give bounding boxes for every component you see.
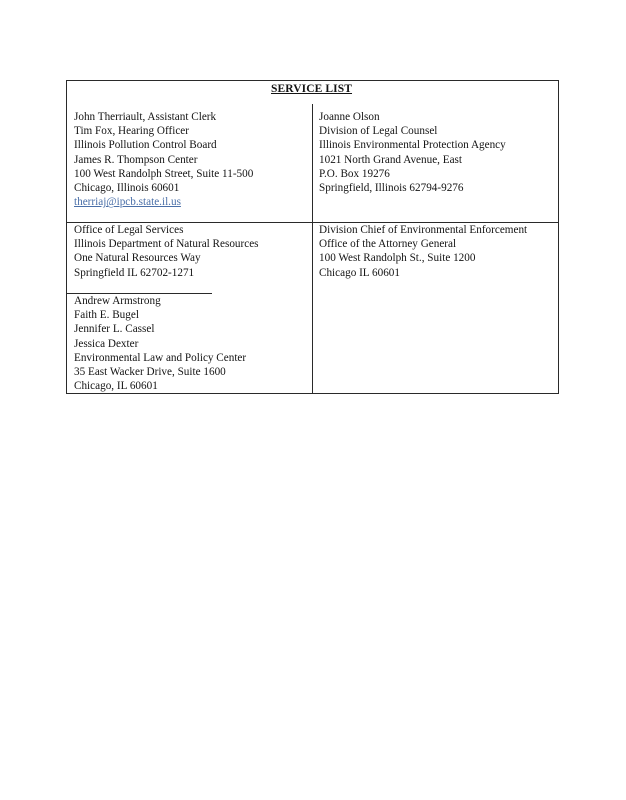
address-line: Chicago, IL 60601	[74, 380, 158, 393]
address-line: John Therriault, Assistant Clerk	[74, 111, 217, 123]
recipient-block-environmental-law-policy-center	[74, 294, 246, 393]
address-line: Chicago, Illinois 60601	[74, 182, 180, 195]
address-line: One Natural Resources Way	[74, 252, 201, 265]
address-line: P.O. Box 19276	[319, 167, 390, 180]
recipient-block-environmental-protection-agency	[319, 110, 506, 195]
recipient-block-pollution-control-board	[74, 110, 253, 209]
table-top-border	[66, 80, 559, 81]
recipient-block-attorney-general	[319, 223, 527, 280]
address-line: James R. Thompson Center	[74, 153, 198, 166]
address-line: 35 East Wacker Drive, Suite 1600	[74, 366, 226, 379]
address-line: Illinois Department of Natural Resources	[74, 238, 259, 251]
table-left-border	[66, 80, 67, 394]
address-line: 1021 North Grand Avenue, East	[319, 153, 463, 166]
address-line: Joanne Olson	[319, 111, 380, 123]
address-line: Springfield, Illinois 62794-9276	[319, 182, 464, 195]
address-line: Office of the Attorney General	[319, 238, 457, 251]
address-line: 100 West Randolph Street, Suite 11-500	[74, 167, 254, 180]
email-link[interactable]: therriaj@ipcb.state.il.us	[74, 196, 181, 209]
address-line: Division Chief of Environmental Enforcement	[319, 224, 528, 236]
recipient-block-natural-resources	[74, 223, 259, 280]
address-line: Division of Legal Counsel	[319, 125, 438, 138]
page-title: SERVICE LIST	[271, 83, 353, 95]
address-line: Jennifer L. Cassel	[74, 323, 155, 336]
address-line: Environmental Law and Policy Center	[74, 351, 247, 364]
address-line: Andrew Armstrong	[74, 295, 161, 307]
address-line: 100 West Randolph St., Suite 1200	[319, 252, 476, 265]
address-line: Jessica Dexter	[74, 337, 139, 350]
address-line: Illinois Pollution Control Board	[74, 139, 217, 152]
address-line: Office of Legal Services	[74, 224, 184, 236]
address-line: Faith E. Bugel	[74, 309, 139, 322]
address-line: Illinois Environmental Protection Agency	[319, 139, 506, 152]
column-divider	[312, 104, 313, 394]
address-line: Tim Fox, Hearing Officer	[74, 125, 189, 138]
address-line: Springfield IL 62702-1271	[74, 266, 195, 279]
address-line: Chicago IL 60601	[319, 266, 400, 279]
table-right-border	[558, 80, 559, 394]
